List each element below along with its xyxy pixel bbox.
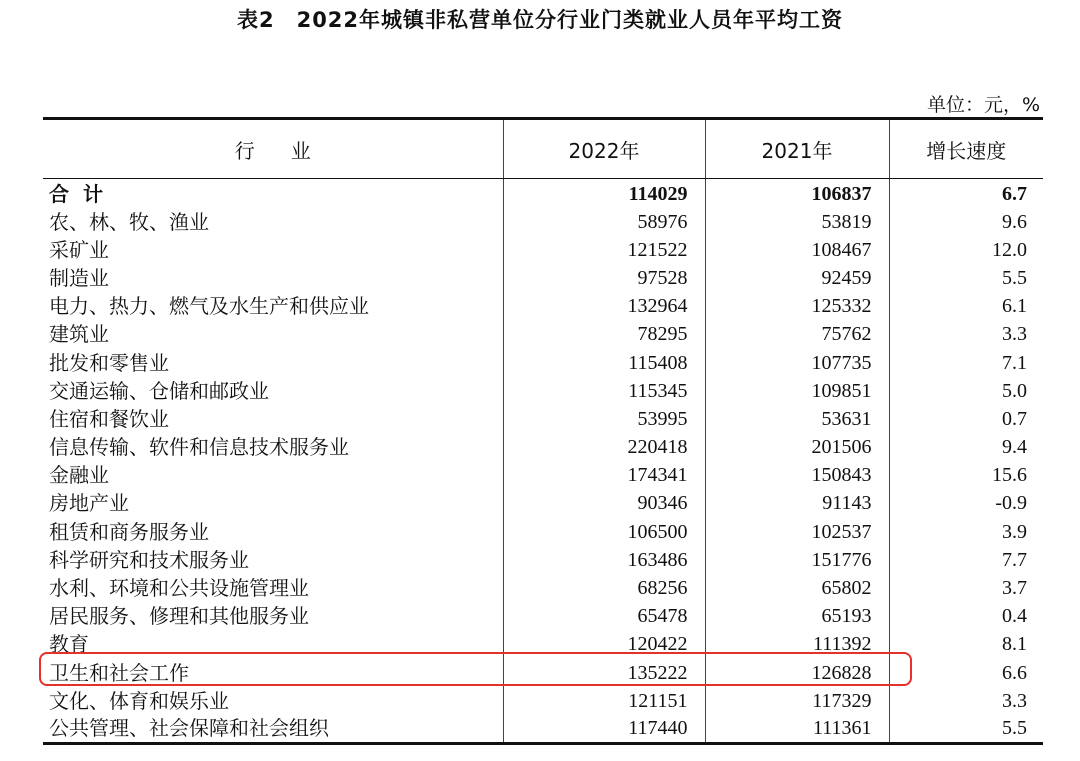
header-2022: 2022年 — [503, 119, 705, 179]
wage-2021-cell: 126828 — [705, 659, 889, 687]
total-row — [43, 179, 1043, 209]
wage-2022-cell: 78295 — [503, 321, 705, 349]
table-row — [43, 715, 1043, 744]
wage-2021-cell: 111392 — [705, 631, 889, 659]
industry-cell: 电力、热力、燃气及水生产和供应业 — [49, 294, 369, 319]
growth-cell: 5.0 — [889, 377, 1043, 405]
wage-2021-cell: 151776 — [705, 546, 889, 574]
table-row — [43, 405, 1043, 433]
growth-cell: 8.1 — [889, 631, 1043, 659]
wage-2021-cell: 53819 — [705, 208, 889, 236]
wage-2022-cell: 220418 — [503, 434, 705, 462]
wage-2022-cell: 114029 — [503, 179, 705, 209]
industry-cell: 建筑业 — [49, 322, 109, 347]
growth-cell: 6.6 — [889, 659, 1043, 687]
industry-cell: 采矿业 — [49, 237, 109, 262]
wage-2022-cell: 174341 — [503, 462, 705, 490]
wage-2021-cell: 75762 — [705, 321, 889, 349]
table-title: 表2 2022年城镇非私营单位分行业门类就业人员年平均工资 — [236, 8, 844, 32]
table-row — [43, 659, 1043, 687]
wage-2022-cell: 121522 — [503, 236, 705, 264]
wage-2022-cell: 65478 — [503, 603, 705, 631]
growth-cell: 3.3 — [889, 321, 1043, 349]
wage-2021-cell: 201506 — [705, 434, 889, 462]
growth-cell: 0.7 — [889, 405, 1043, 433]
industry-cell: 科学研究和技术服务业 — [49, 547, 249, 572]
table-row — [43, 264, 1043, 292]
wage-2021-cell: 108467 — [705, 236, 889, 264]
wage-table — [43, 117, 1043, 745]
wage-2022-cell: 120422 — [503, 631, 705, 659]
wage-2021-cell: 107735 — [705, 349, 889, 377]
wage-2021-cell: 53631 — [705, 405, 889, 433]
wage-2022-cell: 121151 — [503, 687, 705, 715]
table-row — [43, 434, 1043, 462]
wage-2022-cell: 115345 — [503, 377, 705, 405]
wage-2022-cell: 97528 — [503, 264, 705, 292]
table-row — [43, 490, 1043, 518]
wage-2021-cell: 117329 — [705, 687, 889, 715]
growth-cell: 6.7 — [889, 179, 1043, 209]
industry-cell: 租赁和商务服务业 — [49, 519, 209, 544]
wage-2022-cell: 68256 — [503, 574, 705, 602]
table-row — [43, 631, 1043, 659]
industry-cell: 交通运输、仓储和邮政业 — [49, 378, 269, 403]
growth-cell: 0.4 — [889, 603, 1043, 631]
industry-cell: 房地产业 — [49, 491, 129, 516]
industry-cell: 卫生和社会工作 — [49, 660, 189, 685]
industry-cell: 信息传输、软件和信息技术服务业 — [49, 435, 349, 460]
industry-cell: 公共管理、社会保障和社会组织 — [43, 715, 503, 744]
wage-2022-cell: 117440 — [503, 715, 705, 744]
wage-2021-cell: 106837 — [705, 179, 889, 209]
wage-2021-cell: 109851 — [705, 377, 889, 405]
growth-cell: 7.7 — [889, 546, 1043, 574]
growth-cell: -0.9 — [889, 490, 1043, 518]
wage-2022-cell: 163486 — [503, 546, 705, 574]
growth-cell: 9.4 — [889, 434, 1043, 462]
table-row — [43, 574, 1043, 602]
header-growth: 增长速度 — [889, 119, 1043, 179]
table-row — [43, 687, 1043, 715]
wage-2022-cell: 106500 — [503, 518, 705, 546]
table-row — [43, 603, 1043, 631]
growth-cell: 3.9 — [889, 518, 1043, 546]
wage-2022-cell: 58976 — [503, 208, 705, 236]
table-row — [43, 349, 1043, 377]
table-row — [43, 377, 1043, 405]
industry-cell: 教育 — [49, 632, 89, 657]
wage-2021-cell: 65802 — [705, 574, 889, 602]
table-row — [43, 462, 1043, 490]
industry-cell: 居民服务、修理和其他服务业 — [49, 604, 309, 629]
growth-cell: 15.6 — [889, 462, 1043, 490]
wage-2021-cell: 150843 — [705, 462, 889, 490]
growth-cell: 12.0 — [889, 236, 1043, 264]
industry-cell: 文化、体育和娱乐业 — [49, 688, 229, 713]
wage-2022-cell: 53995 — [503, 405, 705, 433]
header-industry: 行业 — [43, 119, 503, 179]
industry-cell: 金融业 — [49, 463, 109, 488]
industry-cell: 住宿和餐饮业 — [49, 406, 169, 431]
header-row — [43, 119, 1043, 179]
growth-cell: 9.6 — [889, 208, 1043, 236]
table-row — [43, 518, 1043, 546]
industry-cell: 制造业 — [49, 265, 109, 290]
industry-cell: 水利、环境和公共设施管理业 — [49, 576, 309, 601]
wage-2021-cell: 92459 — [705, 264, 889, 292]
wage-2022-cell: 115408 — [503, 349, 705, 377]
unit-note: 单位：元，% — [926, 94, 1040, 116]
table-row — [43, 546, 1043, 574]
wage-2022-cell: 132964 — [503, 293, 705, 321]
growth-cell: 3.7 — [889, 574, 1043, 602]
growth-cell: 5.5 — [889, 264, 1043, 292]
table-row — [43, 208, 1043, 236]
table-row — [43, 321, 1043, 349]
growth-cell: 6.1 — [889, 293, 1043, 321]
table-row — [43, 236, 1043, 264]
industry-cell: 农、林、牧、渔业 — [49, 209, 209, 234]
wage-2022-cell: 90346 — [503, 490, 705, 518]
header-2021: 2021年 — [705, 119, 889, 179]
table-row — [43, 293, 1043, 321]
table-body — [43, 179, 1043, 744]
industry-cell: 合计 — [49, 182, 117, 206]
wage-2021-cell: 91143 — [705, 490, 889, 518]
wage-2021-cell: 111361 — [705, 715, 889, 744]
industry-cell: 批发和零售业 — [49, 350, 169, 375]
growth-cell: 3.3 — [889, 687, 1043, 715]
growth-cell: 7.1 — [889, 349, 1043, 377]
wage-2021-cell: 65193 — [705, 603, 889, 631]
wage-2021-cell: 125332 — [705, 293, 889, 321]
growth-cell: 5.5 — [889, 715, 1043, 744]
wage-2021-cell: 102537 — [705, 518, 889, 546]
wage-2022-cell: 135222 — [503, 659, 705, 687]
